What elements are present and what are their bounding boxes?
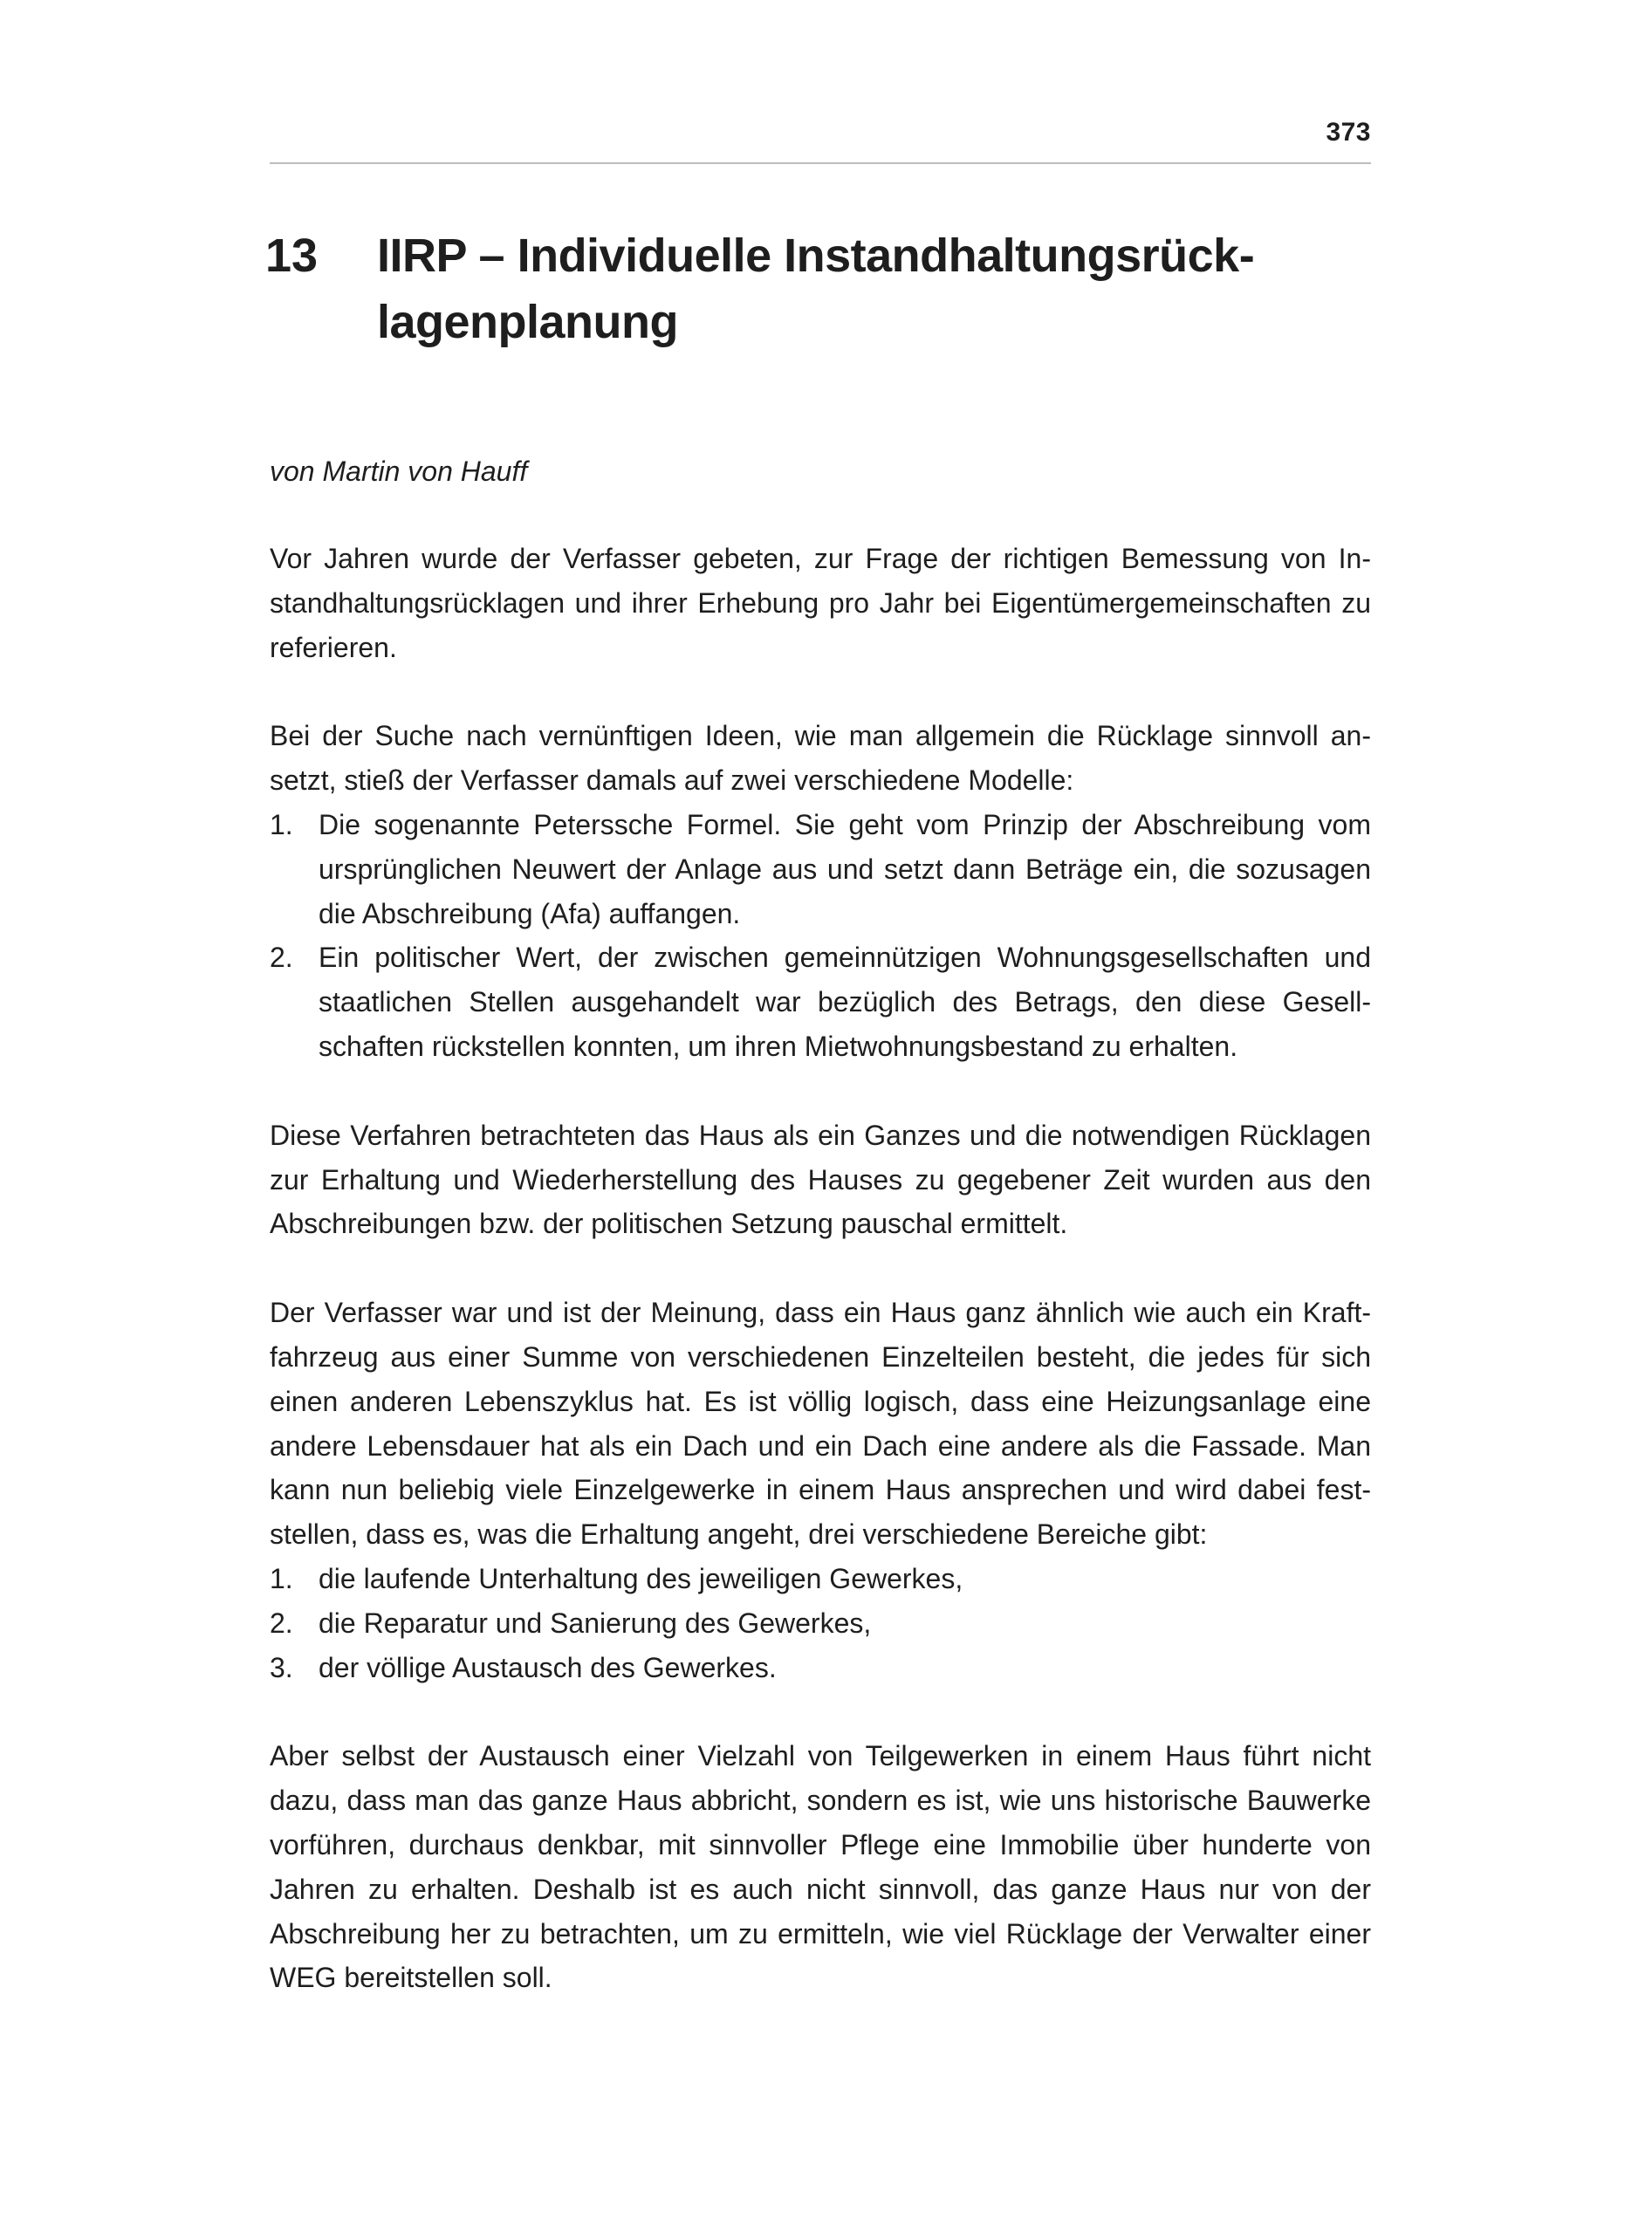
author-line: von Martin von Hauff [270, 456, 528, 487]
chapter-number: 13 [265, 230, 319, 282]
body-text [270, 537, 1371, 2045]
list-item-number: 3. [270, 1651, 293, 1683]
list-item-text: Die sogenannte Peterssche Formel. Sie geht vom Prinzip der Abschreibung vom ursprünglichen Neuwert der Anlage aus und setzt dann Beträge ein, die sozusagen die Abschreibung (Afa) auffangen. [319, 808, 1371, 929]
list-item [270, 1557, 1371, 1601]
header-divider [270, 162, 1371, 164]
list-item [270, 1601, 1371, 1646]
list-item [270, 803, 1371, 935]
paragraph-methods: Diese Verfahren betrachteten das Haus als ein Ganzes und die notwendigen Rücklagen zur Erhaltung und Wiederherstellung des Hauses zu gegebener Zeit wurden aus den Abschreibungen bzw. der politischen Setzung pauschal ermittelt. [270, 1119, 1371, 1240]
chapter-heading [265, 223, 1382, 355]
list-item-number: 1. [270, 808, 293, 840]
paragraph-conclusion: Aber selbst der Austausch einer Vielzahl von Teilgewerken in einem Haus führt nicht dazu, dass man das ganze Haus abbricht, sondern es ist, wie uns historische Bauwerke vorführen, durchaus denkbar, mit sinnvoller Pflege eine Immobilie über hunderte von Jahren zu erhalten. Deshalb ist es auch nicht sinnvoll, das ganze Haus nur von der Abschreibung her zu betrachten, um zu ermitteln, wie viel Rücklage der Verwalter einer WEG bereitstellen soll. [270, 1740, 1371, 1994]
paragraph-models: Bei der Suche nach vernünftigen Ideen, wie man allgemein die Rücklage sinnvoll ansetzt, stieß der Verfasser damals auf zwei verschiedene Modelle: [270, 720, 1371, 797]
book-page [265, 0, 1371, 2234]
chapter-title: IIRP – Individuelle Instandhaltungsrück-lagenplanung [377, 230, 1255, 348]
list-item-number: 2. [270, 942, 293, 974]
maintenance-areas-list [270, 1557, 1371, 1689]
list-item-text: die Reparatur und Sanierung des Gewerkes, [319, 1607, 872, 1639]
page-number: 373 [1326, 118, 1371, 147]
list-item-number: 2. [270, 1607, 293, 1639]
list-item-text: Ein politischer Wert, der zwischen gemeinnützigen Wohnungsgesellschaften und staatlichen Stellen ausgehandelt war bezüglich des Betrags, den diese Gesellschaften rückstellen konnten, um ihren Mietwohnungsbestand zu erhalten. [319, 942, 1371, 1062]
list-item [270, 935, 1371, 1068]
list-item-text: der völlige Austausch des Gewerkes. [319, 1651, 777, 1683]
list-item-text: die laufende Unterhaltung des jeweiligen Gewerkes, [319, 1562, 963, 1594]
models-list [270, 803, 1371, 1069]
paragraph-opinion: Der Verfasser war und ist der Meinung, dass ein Haus ganz ähnlich wie auch ein Kraftfahrzeug aus einer Summe von verschiedenen Einzelteilen besteht, die jedes für sich einen anderen Lebenszyklus hat. Es ist völlig logisch, dass eine Heizungsanlage eine andere Lebensdauer hat als ein Dach und ein Dach eine andere als die Fassade. Man kann nun beliebig viele Einzelgewerke in einem Haus ansprechen und wird dabei feststellen, dass es, was die Erhaltung angeht, drei verschiedene Bereiche gibt: [270, 1297, 1371, 1551]
list-item-number: 1. [270, 1562, 293, 1594]
paragraph-intro: Vor Jahren wurde der Verfasser gebeten, zur Frage der richtigen Bemessung von Instandhaltungsrücklagen und ihrer Erhebung pro Jahr bei Eigentümergemeinschaften zu referieren. [270, 543, 1371, 663]
list-item [270, 1646, 1371, 1690]
